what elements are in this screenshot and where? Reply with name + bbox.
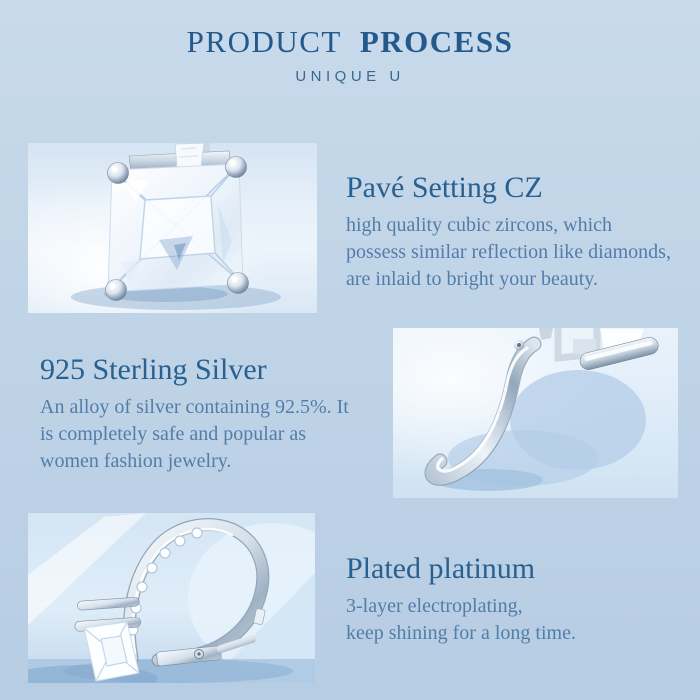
title-word-product: PRODUCT: [186, 24, 342, 59]
title-word-process: PROCESS: [359, 24, 514, 59]
feature-body-line: An alloy of silver containing 92.5%. It: [40, 396, 349, 418]
page-title: [0, 24, 700, 60]
feature-heading: 925 Sterling Silver: [40, 353, 267, 386]
feature-body-line: women fashion jewelry.: [40, 450, 232, 472]
feature-plated-platinum: [346, 551, 690, 647]
photo-lever-clasp: [393, 328, 678, 498]
header: [0, 24, 700, 85]
square-cz-stud-illustration: [28, 143, 317, 313]
lever-clasp-illustration: [393, 328, 678, 498]
feature-body: [40, 394, 384, 475]
feature-body-line: possess similar reflection like diamonds,: [346, 241, 671, 263]
page-subtitle: UNIQUE U: [295, 68, 405, 85]
feature-body-line: keep shining for a long time.: [346, 622, 576, 644]
feature-body: [346, 212, 696, 293]
photo-leverback-earring: [28, 513, 315, 683]
feature-body-line: is completely safe and popular as: [40, 423, 307, 445]
feature-heading: Pavé Setting CZ: [346, 171, 543, 204]
princess-cut-gem: [108, 164, 243, 292]
feature-heading: Plated platinum: [346, 552, 536, 585]
leverback-earring-illustration: [28, 513, 315, 683]
photo-pave-cz-stud: [28, 143, 317, 313]
feature-body: [346, 593, 690, 647]
feature-body-line: 3-layer electroplating,: [346, 595, 523, 617]
feature-body-line: are inlaid to bright your beauty.: [346, 268, 598, 290]
feature-body-line: high quality cubic zircons, which: [346, 214, 613, 236]
feature-pave-setting-cz: [346, 170, 696, 293]
feature-925-sterling-silver: [40, 352, 384, 475]
